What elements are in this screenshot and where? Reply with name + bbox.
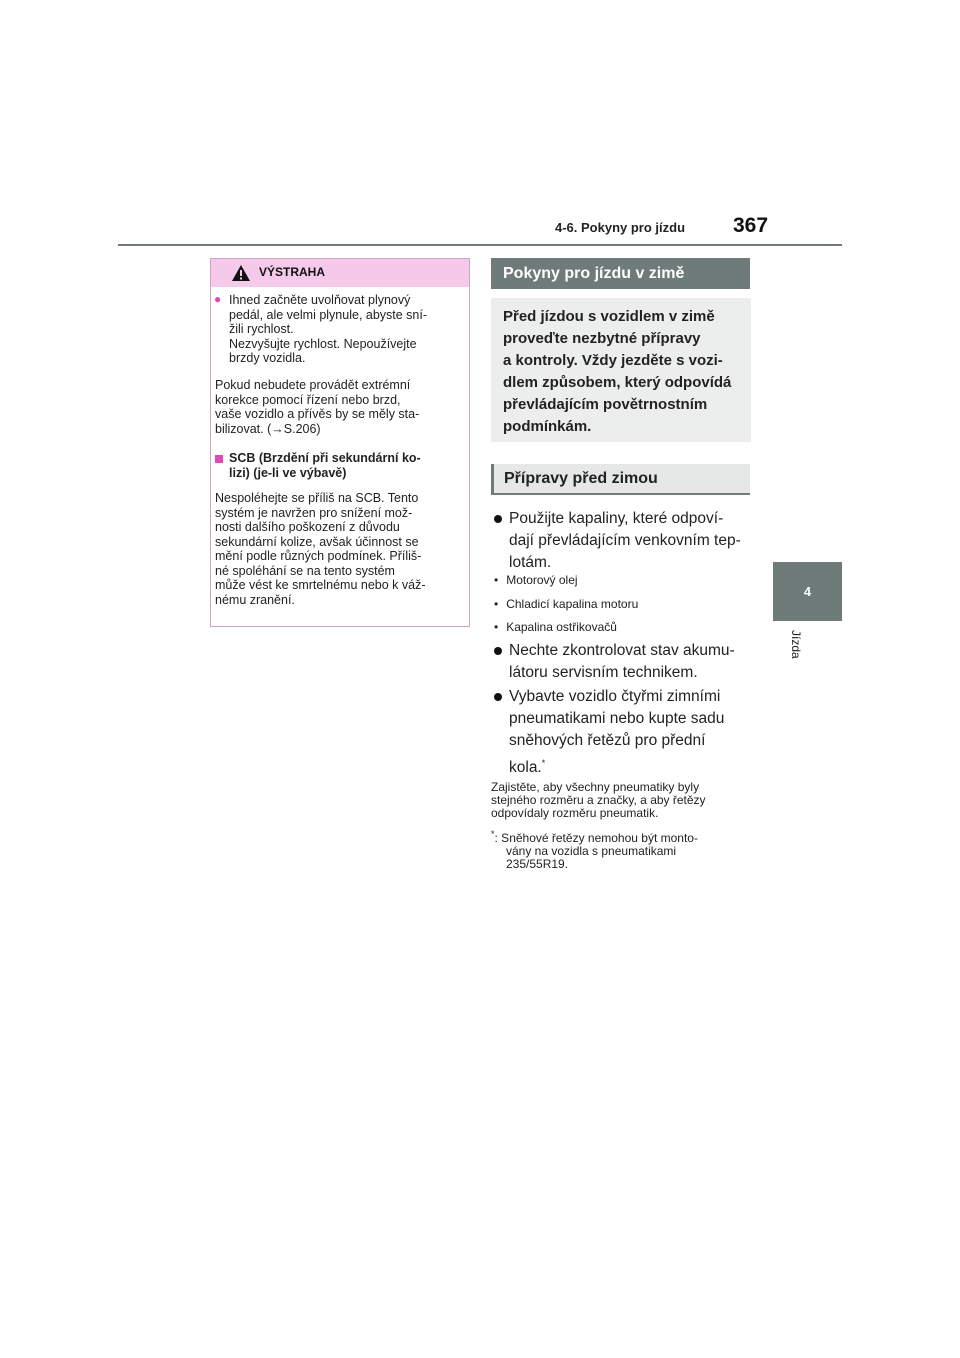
fluid-item: • Motorový olej — [494, 573, 578, 587]
text-line: Pokud nebudete provádět extrémní — [215, 378, 411, 392]
text-line: odpovídaly rozměru pneumatik. — [491, 806, 659, 820]
text-line: systém je navržen pro snížení mož- — [215, 505, 413, 520]
text-line: Ihned začněte uvolňovat plynový — [229, 293, 411, 307]
chapter-label: Jízda — [789, 630, 803, 659]
text-line: Nespoléhejte se příliš na SCB. Tento — [215, 491, 419, 505]
scb-text — [215, 491, 426, 607]
text-line: žili rychlost. — [229, 322, 294, 336]
bullet-battery — [509, 640, 735, 684]
page-number: 367 — [733, 214, 769, 237]
text-line: Nechte zkontrolovat stav akumu- — [509, 642, 735, 659]
text-line: sekundární kolize, avšak účinnost se — [215, 534, 419, 549]
text-line: pedál, ale velmi plynule, abyste sní- — [229, 307, 428, 322]
fluid-item: • Kapalina ostřikovačů — [494, 620, 617, 634]
footnote-mark: * — [491, 829, 495, 839]
text-line: látoru servisním technikem. — [509, 664, 698, 681]
text-line: a kontroly. Vždy jezděte s vozi- — [503, 352, 723, 369]
fluid-label: Kapalina ostřikovačů — [506, 620, 617, 634]
text-line: korekce pomocí řízení nebo brzd, — [215, 392, 401, 407]
text-line: né spoléhání se na tento systém — [215, 563, 395, 578]
warning-box — [210, 258, 470, 627]
intro-box — [491, 298, 751, 442]
warning-item-1 — [229, 293, 427, 366]
text-line: Před jízdou s vozidlem v zimě — [503, 308, 715, 325]
warning-icon — [231, 264, 251, 282]
square-bullet-icon — [215, 455, 223, 463]
text-line: pneumatikami nebo kupte sadu — [509, 710, 725, 727]
text-line: proveďte nezbytné přípravy — [503, 330, 701, 347]
text-line: sněhových řetězů pro přední — [509, 732, 706, 749]
text-line: dlem způsobem, který odpovídá — [503, 374, 732, 391]
warning-paragraph — [215, 378, 419, 436]
asterisk-mark: * — [541, 758, 546, 768]
bullet-icon — [494, 515, 502, 523]
winter-heading: Pokyny pro jízdu v zimě — [491, 258, 750, 289]
text-line: lizi) (je-li ve výbavě) — [229, 465, 347, 480]
text-line: podmínkám. — [503, 418, 592, 435]
text-line: stejného rozměru a značky, a aby řetězy — [491, 793, 706, 807]
text-line: převládajícím povětrnostním — [503, 396, 708, 413]
warning-title: VÝSTRAHA — [259, 265, 326, 279]
bullet-icon — [494, 647, 502, 655]
text-line: lotám. — [509, 554, 552, 571]
text-line: brzdy vozidla. — [229, 351, 306, 365]
section-title: 4-6. Pokyny pro jízdu — [555, 220, 686, 235]
text-line: může vést ke smrtelnému nebo k váž- — [215, 578, 426, 592]
text-line: Použijte kapaliny, které odpoví- — [509, 510, 724, 527]
fluid-item: • Chladicí kapalina motoru — [494, 597, 639, 611]
tyres-note — [491, 781, 706, 820]
text-line: Nezvyšujte rychlost. Nepoužívejte — [229, 336, 417, 351]
bullet-fluids — [509, 508, 741, 574]
warning-header — [211, 259, 469, 287]
bullet-tyres — [509, 686, 724, 779]
chapter-tab: 4 — [773, 562, 842, 621]
header-rule — [118, 244, 842, 246]
scb-heading — [229, 451, 421, 480]
text-line: mění podle různých podmínek. Příliš- — [215, 549, 422, 563]
fluid-label: Motorový olej — [506, 573, 578, 587]
circle-bullet-icon: ● — [214, 292, 222, 306]
fluid-label: Chladicí kapalina motoru — [506, 597, 639, 611]
text-line: kola.* — [509, 758, 546, 777]
text-line: SCB (Brzdění při sekundární ko- — [229, 451, 421, 465]
footnote: *: Sněhové řetězy nemohou být monto- vány na vozidla s pneumatikami 235/55R19. — [491, 829, 698, 871]
prep-heading: Přípravy před zimou — [491, 464, 750, 495]
intro-text — [503, 306, 743, 438]
text-line: nosti dalšího poškození z důvodu — [215, 520, 400, 534]
text-line: dají převládajícím venkovním tep- — [509, 532, 741, 549]
bullet-icon — [494, 693, 502, 701]
text-line: Zajistěte, aby všechny pneumatiky byly — [491, 780, 700, 794]
text-line: bilizovat. (→S.206) — [215, 421, 321, 436]
text-line: Vybavte vozidlo čtyřmi zimními — [509, 688, 721, 705]
text-line: nému zranění. — [215, 592, 295, 607]
text-line: vaše vozidlo a přívěs by se měly sta- — [215, 407, 420, 421]
text-line: 235/55R19. — [506, 857, 569, 871]
text-line: vány na vozidla s pneumatikami — [506, 844, 677, 858]
